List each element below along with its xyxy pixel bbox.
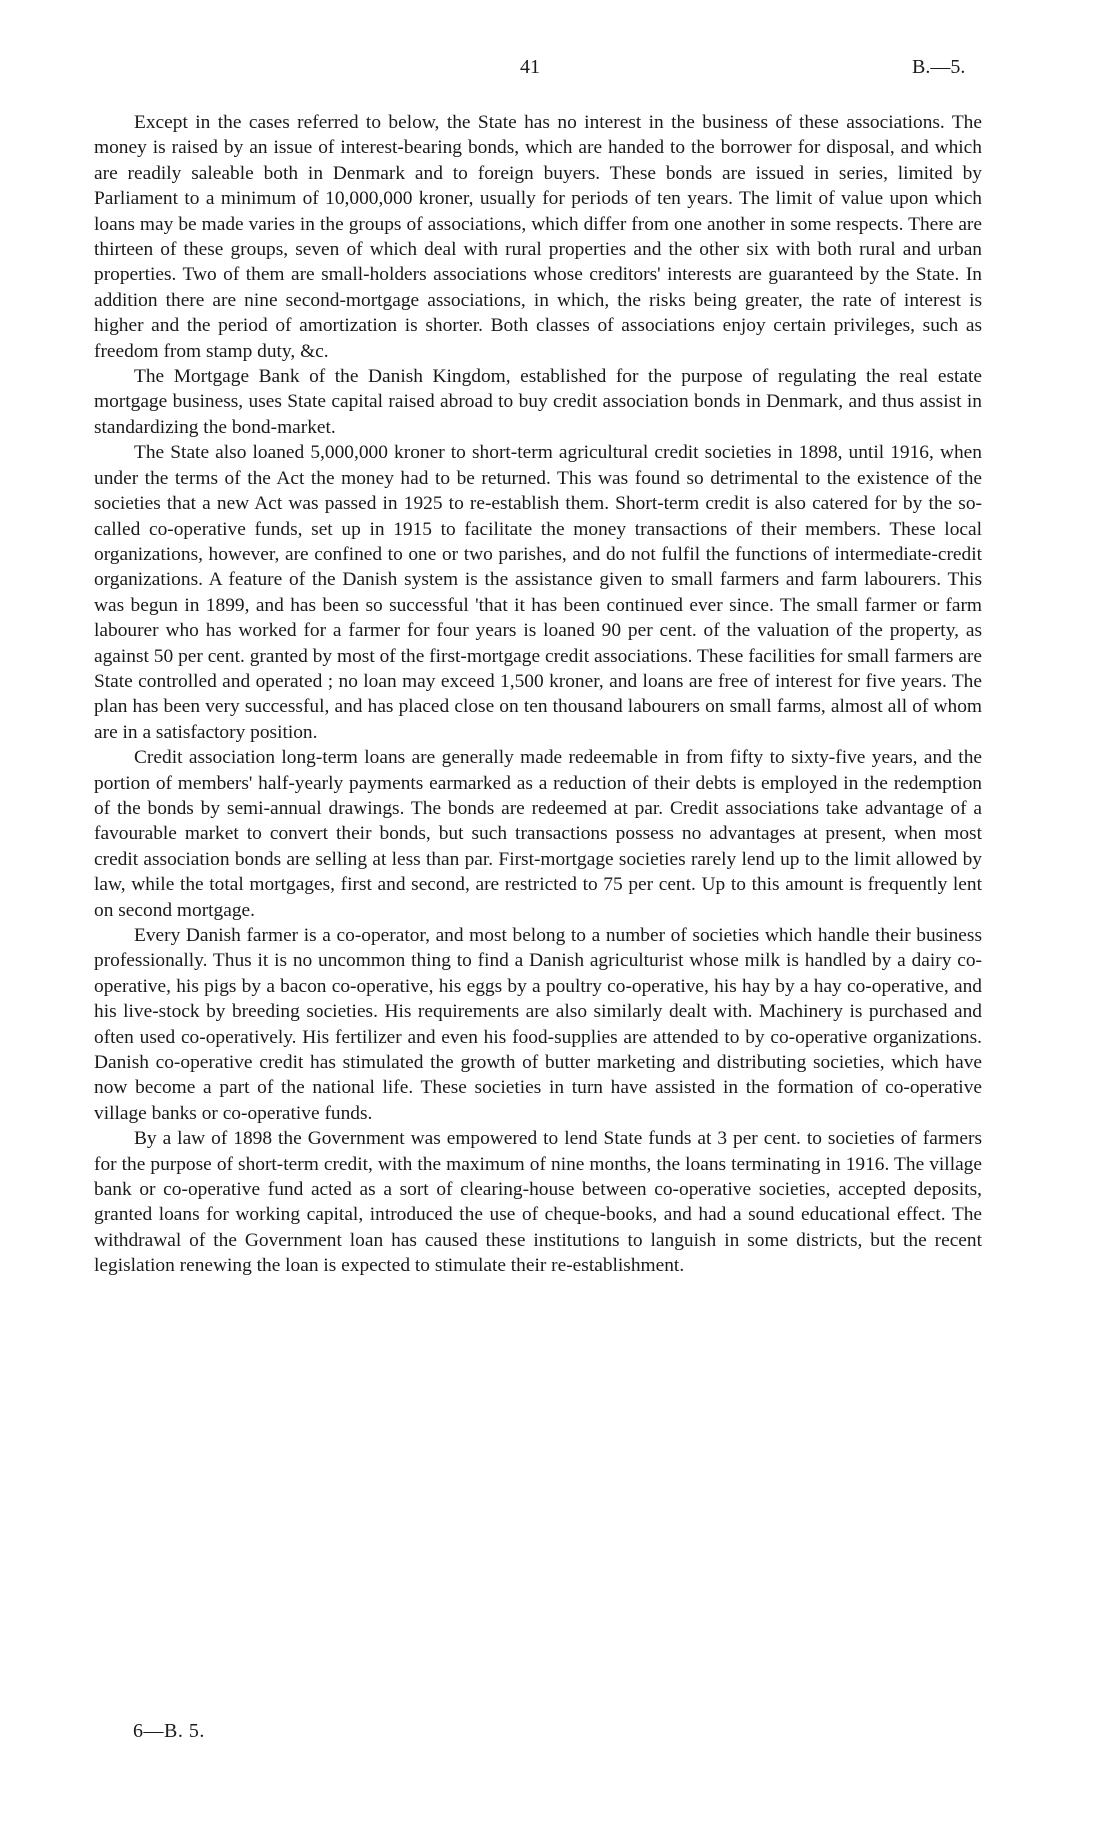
body-text	[94, 110, 982, 1279]
document-reference: B.—5.	[912, 56, 966, 78]
paragraph: The Mortgage Bank of the Danish Kingdom, established for the purpose of regulating the real estate mortgage business, uses State capital raised abroad to buy credit association bonds in Denmark, and thus assist in standardizing the bond-market.	[94, 366, 982, 438]
page-number: 41	[520, 56, 540, 78]
paragraph: Except in the cases referred to below, the State has no interest in the business of these associations. The money is raised by an issue of interest-bearing bonds, which are handed to the borrower for disposal, and which are readily saleable both in Denmark and to foreign buyers. These bonds are issued in series, limited by Parliament to a minimum of 10,000,000 kroner, usually for periods of ten years. The limit of value upon which loans may be made varies in the groups of associations, which differ from one another in some respects. There are thirteen of these groups, seven of which deal with rural properties and the other six with both rural and urban properties. Two of them are small-holders associations whose creditors' interests are guaranteed by the State. In addition there are nine second-mortgage associations, in which, the risks being greater, the rate of interest is higher and the period of amortization is shorter. Both classes of associations enjoy certain privileges, such as freedom from stamp duty, &c.	[94, 112, 982, 362]
page-signature: 6—B. 5.	[133, 1720, 205, 1742]
paragraph: The State also loaned 5,000,000 kroner to short-term agricultural credit societies in 1898, until 1916, when under the terms of the Act the money had to be returned. This was found so detrimental to the existence of the societies that a new Act was passed in 1925 to re-establish them. Short-term credit is also catered for by the so-called co-operative funds, set up in 1915 to facilitate the money transactions of their members. These local organizations, however, are confined to one or two parishes, and do not fulfil the functions of intermediate-credit organizations. A feature of the Danish system is the assistance given to small farmers and farm labourers. This was begun in 1899, and has been so successful 'that it has been continued ever since. The small farmer or farm labourer who has worked for a farmer for four years is loaned 90 per cent. of the valuation of the property, as against 50 per cent. granted by most of the first-mortgage credit associations. These facilities for small farmers are State controlled and operated ; no loan may exceed 1,500 kroner, and loans are free of interest for five years. The plan has been very successful, and has placed close on ten thousand labourers on small farms, almost all of whom are in a satisfactory position.	[94, 442, 982, 743]
paragraph: By a law of 1898 the Government was empowered to lend State funds at 3 per cent. to societies of farmers for the purpose of short-term credit, with the maximum of nine months, the loans terminating in 1916. The village bank or co-operative fund acted as a sort of clearing-house between co-operative societies, accepted deposits, granted loans for working capital, introduced the use of cheque-books, and had a sound educational effect. The withdrawal of the Government loan has caused these institutions to languish in some districts, but the recent legislation renewing the loan is expected to stimulate their re-establishment.	[94, 1128, 982, 1277]
paragraph: Credit association long-term loans are generally made redeemable in from fifty to sixty-five years, and the portion of members' half-yearly payments earmarked as a reduction of their debts is employed in the redemption of the bonds by semi-annual drawings. The bonds are redeemed at par. Credit associations take advantage of a favourable market to convert their bonds, but such transactions possess no advantages at present, when most credit association bonds are selling at less than par. First-mortgage societies rarely lend up to the limit allowed by law, while the total mortgages, first and second, are restricted to 75 per cent. Up to this amount is frequently lent on second mortgage.	[94, 747, 982, 921]
paragraph: Every Danish farmer is a co-operator, and most belong to a number of societies which handle their business professionally. Thus it is no uncommon thing to find a Danish agriculturist whose milk is handled by a dairy co-operative, his pigs by a bacon co-operative, his eggs by a poultry co-operative, his hay by a hay co-operative, and his live-stock by breeding societies. His requirements are also similarly dealt with. Machinery is purchased and often used co-operatively. His fertilizer and even his food-supplies are attended to by co-operative organizations. Danish co-operative credit has stimulated the growth of butter marketing and distributing societies, which have now become a part of the national life. These societies in turn have assisted in the formation of co-operative village banks or co-operative funds.	[94, 925, 982, 1124]
